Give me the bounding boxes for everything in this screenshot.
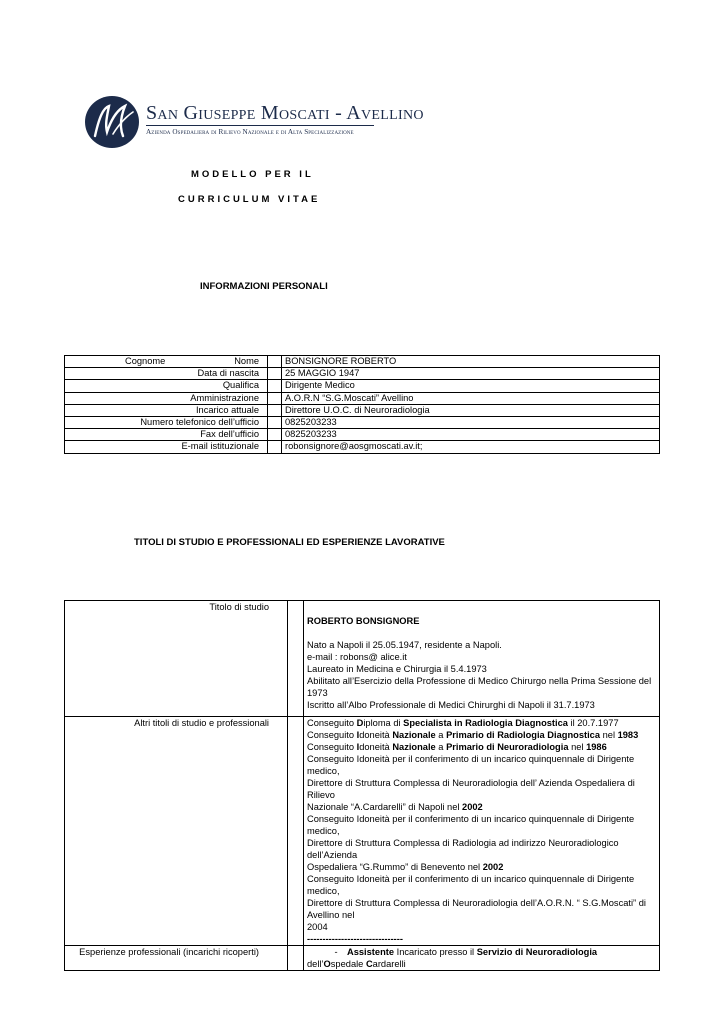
laurea-line: Laureato in Medicina e Chirurgia il 5.4.1973 [307,664,487,674]
row-label: Data di nascita [65,368,268,380]
moscati-emblem-icon [83,94,141,150]
table-row [65,356,660,368]
heading-informazioni-personali: INFORMAZIONI PERSONALI [200,281,328,292]
iscritto-line: Iscritto all’Albo Professionale di Medici Chirurghi di Napoli il 31.7.1973 [307,700,595,710]
row-value: 25 MAGGIO 1947 [282,368,660,380]
cognome-label: Cognome [125,356,166,367]
altri-line: Direttore di Struttura Complessa di Neuroradiologia dell’A.O.R.N. “ S.G.Moscati” di Avellino nel [307,898,646,920]
cv-name: ROBERTO BONSIGNORE [307,616,420,626]
row-label: Numero telefonico dell’ufficio [65,416,268,428]
cognome-nome-label [65,356,268,368]
email-value: robonsignore@aosgmoscati.av.it; [282,441,660,453]
row-label: Fax dell’ufficio [65,429,268,441]
altri-titoli-content [304,717,660,946]
altri-line: Conseguito Idoneità Nazionale a Primario di Radiologia Diagnostica nel 1983 [307,730,639,740]
row-label: E-mail istituzionale [65,441,268,453]
altri-line: Nazionale “A.Cardarelli” di Napoli nel 2002 [307,802,483,812]
spacer-cell [268,392,282,404]
altri-line: Direttore di Struttura Complessa di Neuroradiologia dell’ Azienda Ospedaliera di Rilievo [307,778,635,800]
spacer-cell [268,429,282,441]
heading-titoli-di-studio: TITOLI DI STUDIO E PROFESSIONALI ED ESPERIENZE LAVORATIVE [134,537,445,548]
table-row [65,717,660,946]
heading-modello: MODELLO PER IL [191,169,314,180]
hospital-logo [83,94,424,150]
table-row [65,429,660,441]
titolo-content [304,601,660,717]
row-value: Dirigente Medico [282,380,660,392]
row-label: Qualifica [65,380,268,392]
logo-subtitle: Azienda Ospedaliera di Rilievo Nazionale e di Alta Specializzazione [146,128,354,136]
row-value: Direttore U.O.C. di Neuroradiologia [282,404,660,416]
table-row [65,416,660,428]
table-row [65,946,660,971]
row-value: A.O.R.N “S.G.Moscati” Avellino [282,392,660,404]
abilitato-line: Abilitato all’Esercizio della Professione di Medico Chirurgo nella Prima Sessione del 1973 [307,676,652,698]
spacer-cell [268,368,282,380]
altri-line: Direttore di Struttura Complessa di Radiologia ad indirizzo Neuroradiologico dell’Azienda [307,838,619,860]
birth-line: Nato a Napoli il 25.05.1947, residente a Napoli. [307,640,502,650]
table-row [65,441,660,453]
personal-info-table [64,355,660,454]
spacer-cell [288,717,304,946]
spacer-cell [288,601,304,717]
cv-table [64,600,660,971]
altri-line: Conseguito Idoneità per il conferimento di un incarico quinquennale di Dirigente medico, [307,814,635,836]
email-line: e-mail : robons@ alice.it [307,652,407,662]
logo-title: San Giuseppe Moscati - Avellino [146,102,424,124]
cognome-value: BONSIGNORE ROBERTO [282,356,660,368]
spacer-cell [268,404,282,416]
separator-line: ------------------------------- [307,934,403,944]
spacer-cell [268,441,282,453]
spacer-cell [268,380,282,392]
row-label: Amministrazione [65,392,268,404]
heading-curriculum: CURRICULUM VITAE [178,194,321,205]
table-row [65,601,660,717]
table-row [65,404,660,416]
spacer-cell [288,946,304,971]
altri-line: Conseguito Diploma di Specialista in Radiologia Diagnostica il 20.7.1977 [307,718,619,728]
row-label: Incarico attuale [65,404,268,416]
altri-line: Conseguito Idoneità Nazionale a Primario di Neuroradiologia nel 1986 [307,742,607,752]
altri-line: Ospedaliera “G.Rummo” di Benevento nel 2002 [307,862,504,872]
table-row [65,368,660,380]
spacer-cell [268,416,282,428]
altri-titoli-label: Altri titoli di studio e professionali [65,717,288,946]
altri-line: 2004 [307,922,328,932]
table-row [65,380,660,392]
table-row [65,392,660,404]
titolo-label: Titolo di studio [65,601,288,717]
logo-divider [146,125,374,126]
altri-line: Conseguito Idoneità per il conferimento di un incarico quinquennale di Dirigente medico, [307,874,635,896]
spacer-cell [268,356,282,368]
esperienze-line: - Assistente Incaricato presso il Servizio di Neuroradiologia dell’Ospedale Cardarelli [307,947,598,969]
esperienze-label: Esperienze professionali (incarichi ricoperti) [65,946,288,971]
row-value: 0825203233 [282,429,660,441]
row-value: 0825203233 [282,416,660,428]
nome-label: Nome [234,356,259,367]
altri-line: Conseguito Idoneità per il conferimento di un incarico quinquennale di Dirigente medico, [307,754,635,776]
esperienze-content [304,946,660,971]
